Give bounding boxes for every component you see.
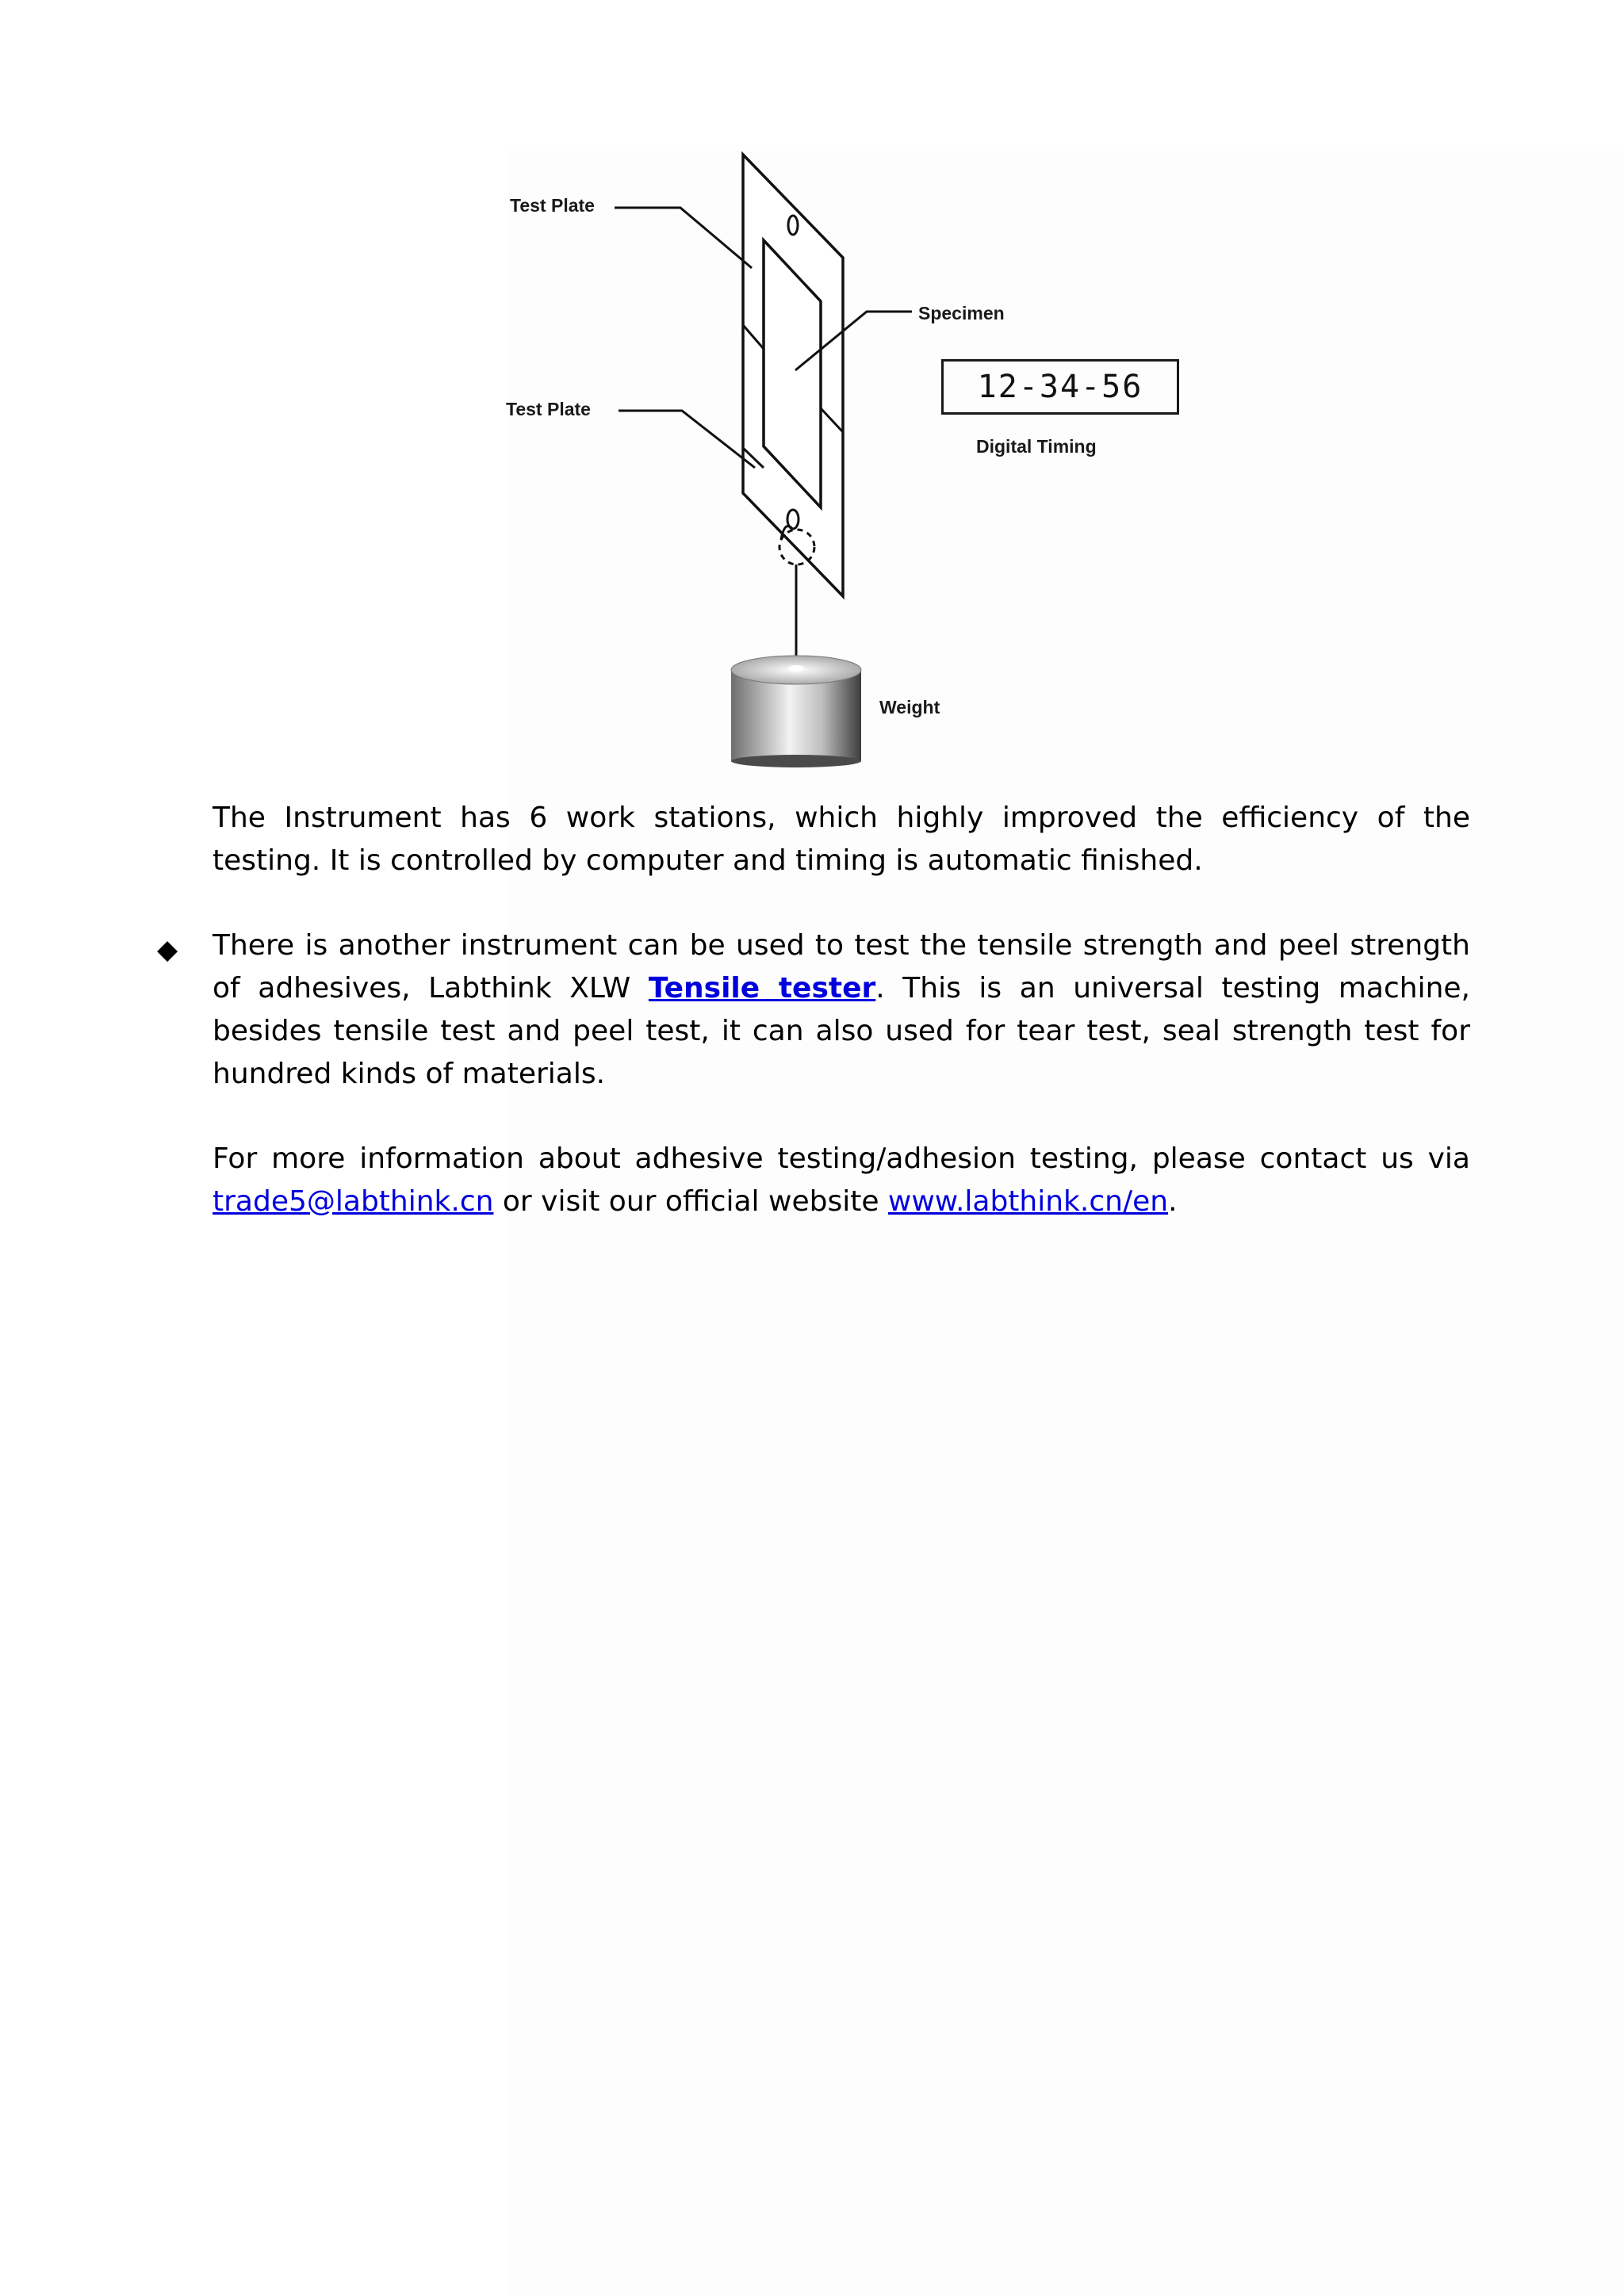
weight-cylinder	[731, 656, 861, 767]
digital-timer-display	[941, 359, 1179, 415]
paragraph-work-stations	[213, 797, 1470, 882]
test-plate-top-label: Test Plate	[510, 195, 595, 216]
tensile-tester-link[interactable]: Tensile tester	[648, 972, 876, 1004]
test-plate-bottom-label: Test Plate	[506, 399, 591, 419]
paragraph-2-text-start: There is another instrument can be used to test the tensile strength and peel strength of adhesives, Labthink XLW	[213, 929, 1470, 1004]
digital-timing-caption: Digital Timing	[976, 436, 1097, 457]
tack-test-diagram	[0, 0, 1624, 793]
paragraph-3-text-middle: or visit our official website	[493, 1185, 888, 1218]
leader-test-plate-top	[615, 208, 752, 268]
timer-digits: 12-34-56	[977, 369, 1143, 405]
paragraph-1-text: The Instrument has 6 work stations, which highly improved the efficiency of the testing. It is controlled by computer and timing is automatic finished.	[213, 802, 1470, 877]
paragraph-tensile-tester	[213, 924, 1470, 1096]
paragraph-3-text-end: .	[1168, 1185, 1178, 1218]
email-link[interactable]: trade5@labthink.cn	[213, 1185, 494, 1218]
website-link[interactable]: www.labthink.cn/en	[887, 1185, 1169, 1218]
diagram-drawing	[0, 0, 1624, 793]
paragraph-2-text-end: . This is an universal testing machine, besides tensile test and peel test, it can also used for tear test, seal strength test for hundred kinds of materials.	[213, 972, 1470, 1090]
leader-test-plate-bottom	[619, 411, 755, 468]
paragraph-3-text-start: For more information about adhesive testing/adhesion testing, please contact us via	[213, 1142, 1470, 1175]
weight-label: Weight	[879, 697, 940, 718]
specimen-label: Specimen	[918, 303, 1005, 323]
diamond-bullet-icon: ◆	[157, 935, 178, 965]
paragraph-contact	[213, 1138, 1470, 1223]
